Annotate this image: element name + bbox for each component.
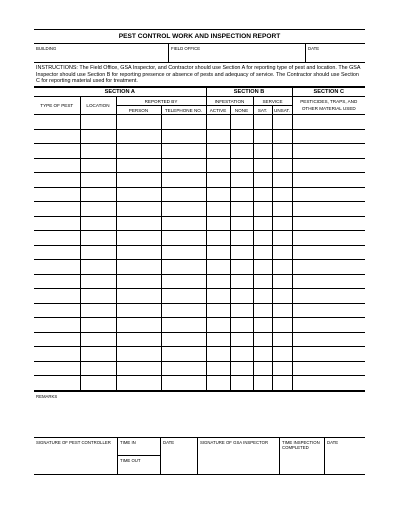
table-cell[interactable] bbox=[80, 303, 116, 318]
table-cell[interactable] bbox=[34, 202, 80, 217]
table-cell[interactable] bbox=[230, 202, 253, 217]
table-cell[interactable] bbox=[230, 303, 253, 318]
table-cell[interactable] bbox=[80, 274, 116, 289]
pest-controller-signature-field[interactable]: SIGNATURE OF PEST CONTROLLER bbox=[34, 438, 118, 474]
table-row bbox=[34, 245, 365, 260]
table-row bbox=[34, 187, 365, 202]
report-table bbox=[34, 87, 365, 391]
table-cell[interactable] bbox=[292, 144, 365, 159]
table-cell[interactable] bbox=[80, 187, 116, 202]
table-cell[interactable] bbox=[292, 361, 365, 376]
table-cell[interactable] bbox=[272, 216, 292, 231]
signature-row bbox=[34, 437, 365, 475]
table-cell[interactable] bbox=[206, 260, 230, 275]
reported-by-header: REPORTED BY bbox=[116, 97, 206, 106]
table-cell[interactable] bbox=[80, 260, 116, 275]
table-cell[interactable] bbox=[34, 129, 80, 144]
table-cell[interactable] bbox=[253, 216, 272, 231]
table-cell[interactable] bbox=[116, 231, 161, 246]
telephone-header: TELEPHONE NO. bbox=[161, 106, 206, 115]
table-cell[interactable] bbox=[161, 245, 206, 260]
table-cell[interactable] bbox=[272, 144, 292, 159]
table-cell[interactable] bbox=[80, 318, 116, 333]
table-row bbox=[34, 303, 365, 318]
table-cell[interactable] bbox=[34, 303, 80, 318]
table-cell[interactable] bbox=[253, 332, 272, 347]
table-cell[interactable] bbox=[206, 303, 230, 318]
table-row bbox=[34, 332, 365, 347]
table-cell[interactable] bbox=[253, 318, 272, 333]
table-cell[interactable] bbox=[80, 216, 116, 231]
table-cell[interactable] bbox=[292, 231, 365, 246]
table-row bbox=[34, 144, 365, 159]
table-cell[interactable] bbox=[206, 231, 230, 246]
table-cell[interactable] bbox=[230, 361, 253, 376]
section-b-header: SECTION B bbox=[206, 88, 292, 97]
table-cell[interactable] bbox=[292, 158, 365, 173]
table-cell[interactable] bbox=[80, 332, 116, 347]
table-cell[interactable] bbox=[292, 129, 365, 144]
table-cell[interactable] bbox=[34, 376, 80, 391]
table-cell[interactable] bbox=[230, 187, 253, 202]
table-cell[interactable] bbox=[80, 202, 116, 217]
table-cell[interactable] bbox=[206, 361, 230, 376]
table-cell[interactable] bbox=[230, 144, 253, 159]
table-cell[interactable] bbox=[116, 144, 161, 159]
section-a-header: SECTION A bbox=[34, 88, 206, 97]
table-cell[interactable] bbox=[272, 202, 292, 217]
person-header: PERSON bbox=[116, 106, 161, 115]
time-out-field[interactable]: TIME OUT bbox=[120, 458, 141, 463]
table-cell[interactable] bbox=[206, 216, 230, 231]
table-cell[interactable] bbox=[34, 115, 80, 130]
none-header: NONE bbox=[230, 106, 253, 115]
gsa-inspector-signature-field[interactable]: SIGNATURE OF GSA INSPECTOR bbox=[198, 438, 280, 474]
table-cell[interactable] bbox=[116, 303, 161, 318]
table-cell[interactable] bbox=[116, 260, 161, 275]
table-cell[interactable] bbox=[230, 332, 253, 347]
table-cell[interactable] bbox=[161, 361, 206, 376]
table-cell[interactable] bbox=[34, 347, 80, 362]
table-cell[interactable] bbox=[272, 376, 292, 391]
time-inspection-completed-field[interactable]: TIME INSPECTION COMPLETED bbox=[280, 438, 325, 474]
table-cell[interactable] bbox=[116, 376, 161, 391]
table-row bbox=[34, 158, 365, 173]
table-cell[interactable] bbox=[253, 274, 272, 289]
table-cell[interactable] bbox=[253, 144, 272, 159]
type-of-pest-header: TYPE OF PEST bbox=[34, 97, 80, 115]
date-field[interactable]: DATE bbox=[308, 46, 320, 51]
table-cell[interactable] bbox=[292, 376, 365, 391]
table-row bbox=[34, 376, 365, 391]
table-cell[interactable] bbox=[34, 158, 80, 173]
table-cell[interactable] bbox=[272, 289, 292, 304]
table-cell[interactable] bbox=[161, 289, 206, 304]
table-cell[interactable] bbox=[272, 245, 292, 260]
table-cell[interactable] bbox=[161, 376, 206, 391]
table-cell[interactable] bbox=[206, 289, 230, 304]
table-cell[interactable] bbox=[161, 202, 206, 217]
header-row bbox=[34, 44, 365, 63]
table-cell[interactable] bbox=[230, 231, 253, 246]
location-header: LOCATION bbox=[80, 97, 116, 115]
table-cell[interactable] bbox=[34, 187, 80, 202]
table-row bbox=[34, 318, 365, 333]
table-cell[interactable] bbox=[272, 347, 292, 362]
pesticides-header bbox=[292, 97, 365, 115]
table-cell[interactable] bbox=[206, 129, 230, 144]
table-cell[interactable] bbox=[253, 361, 272, 376]
sat-header: SAT. bbox=[253, 106, 272, 115]
table-cell[interactable] bbox=[253, 173, 272, 188]
table-cell[interactable] bbox=[80, 376, 116, 391]
table-cell[interactable] bbox=[116, 347, 161, 362]
table-cell[interactable] bbox=[272, 115, 292, 130]
table-cell[interactable] bbox=[272, 158, 292, 173]
table-cell[interactable] bbox=[116, 173, 161, 188]
table-row bbox=[34, 347, 365, 362]
table-cell[interactable] bbox=[206, 376, 230, 391]
table-cell[interactable] bbox=[80, 361, 116, 376]
table-cell[interactable] bbox=[230, 318, 253, 333]
table-cell[interactable] bbox=[116, 187, 161, 202]
table-cell[interactable] bbox=[34, 144, 80, 159]
table-cell[interactable] bbox=[116, 332, 161, 347]
table-cell[interactable] bbox=[253, 376, 272, 391]
table-cell[interactable] bbox=[116, 216, 161, 231]
table-cell[interactable] bbox=[292, 173, 365, 188]
table-cell[interactable] bbox=[230, 216, 253, 231]
table-cell[interactable] bbox=[253, 303, 272, 318]
table-cell[interactable] bbox=[80, 245, 116, 260]
table-cell[interactable] bbox=[272, 260, 292, 275]
table-cell[interactable] bbox=[161, 144, 206, 159]
table-cell[interactable] bbox=[253, 347, 272, 362]
table-cell[interactable] bbox=[34, 318, 80, 333]
table-cell[interactable] bbox=[272, 303, 292, 318]
table-cell[interactable] bbox=[292, 187, 365, 202]
table-cell[interactable] bbox=[80, 231, 116, 246]
table-cell[interactable] bbox=[292, 260, 365, 275]
table-cell[interactable] bbox=[161, 115, 206, 130]
table-cell[interactable] bbox=[292, 318, 365, 333]
table-row bbox=[34, 173, 365, 188]
section-c-header: SECTION C bbox=[292, 88, 365, 97]
table-cell[interactable] bbox=[292, 289, 365, 304]
table-cell[interactable] bbox=[253, 158, 272, 173]
table-cell[interactable] bbox=[230, 115, 253, 130]
table-cell[interactable] bbox=[161, 318, 206, 333]
table-cell[interactable] bbox=[292, 274, 365, 289]
table-cell[interactable] bbox=[161, 332, 206, 347]
table-cell[interactable] bbox=[34, 173, 80, 188]
table-cell[interactable] bbox=[206, 115, 230, 130]
table-cell[interactable] bbox=[292, 216, 365, 231]
table-cell[interactable] bbox=[292, 245, 365, 260]
table-cell[interactable] bbox=[292, 115, 365, 130]
table-cell[interactable] bbox=[80, 158, 116, 173]
table-cell[interactable] bbox=[230, 274, 253, 289]
table-cell[interactable] bbox=[34, 216, 80, 231]
table-cell[interactable] bbox=[292, 332, 365, 347]
table-cell[interactable] bbox=[206, 274, 230, 289]
table-cell[interactable] bbox=[161, 260, 206, 275]
service-header: SERVICE bbox=[253, 97, 292, 106]
table-cell[interactable] bbox=[292, 303, 365, 318]
table-row bbox=[34, 260, 365, 275]
table-row bbox=[34, 274, 365, 289]
infestation-header: INFESTATION bbox=[206, 97, 253, 106]
table-cell[interactable] bbox=[34, 332, 80, 347]
table-cell[interactable] bbox=[206, 187, 230, 202]
table-cell[interactable] bbox=[161, 347, 206, 362]
table-cell[interactable] bbox=[253, 245, 272, 260]
table-row bbox=[34, 129, 365, 144]
table-cell[interactable] bbox=[272, 318, 292, 333]
table-cell[interactable] bbox=[116, 274, 161, 289]
building-field[interactable]: BUILDING bbox=[34, 44, 169, 62]
pesticides-header-line2: OTHER MATERIAL USED bbox=[301, 105, 356, 111]
table-cell[interactable] bbox=[161, 173, 206, 188]
table-cell[interactable] bbox=[116, 158, 161, 173]
pest-control-report-form bbox=[34, 29, 365, 475]
table-cell[interactable] bbox=[161, 158, 206, 173]
table-cell[interactable] bbox=[116, 115, 161, 130]
table-cell[interactable] bbox=[272, 231, 292, 246]
table-cell[interactable] bbox=[116, 318, 161, 333]
table-cell[interactable] bbox=[206, 158, 230, 173]
table-cell[interactable] bbox=[116, 129, 161, 144]
table-cell[interactable] bbox=[116, 289, 161, 304]
field-office-field[interactable]: FIELD OFFICE bbox=[169, 44, 306, 62]
table-cell[interactable] bbox=[272, 332, 292, 347]
table-row bbox=[34, 361, 365, 376]
pesticides-header-line1: PESTICIDES, TRAPS, AND bbox=[300, 99, 358, 104]
table-cell[interactable] bbox=[230, 129, 253, 144]
active-header: ACTIVE bbox=[206, 106, 230, 115]
table-cell[interactable] bbox=[253, 129, 272, 144]
table-row bbox=[34, 216, 365, 231]
table-cell[interactable] bbox=[253, 187, 272, 202]
time-in-out-group bbox=[118, 438, 161, 474]
table-cell[interactable] bbox=[206, 173, 230, 188]
table-cell[interactable] bbox=[116, 361, 161, 376]
table-row bbox=[34, 231, 365, 246]
table-cell[interactable] bbox=[206, 245, 230, 260]
table-cell[interactable] bbox=[230, 347, 253, 362]
form-title: PEST CONTROL WORK AND INSPECTION REPORT bbox=[34, 29, 365, 44]
table-cell[interactable] bbox=[230, 289, 253, 304]
table-cell[interactable] bbox=[230, 376, 253, 391]
table-cell[interactable] bbox=[292, 347, 365, 362]
table-cell[interactable] bbox=[161, 129, 206, 144]
table-row bbox=[34, 202, 365, 217]
table-cell[interactable] bbox=[253, 115, 272, 130]
table-cell[interactable] bbox=[230, 173, 253, 188]
table-cell[interactable] bbox=[161, 187, 206, 202]
table-cell[interactable] bbox=[272, 129, 292, 144]
table-cell[interactable] bbox=[206, 332, 230, 347]
table-cell[interactable] bbox=[161, 216, 206, 231]
table-cell[interactable] bbox=[272, 173, 292, 188]
instructions-text: INSTRUCTIONS: The Field Office, GSA Inspector, and Contractor should use Section A for reporting type of pest and location. The GSA Inspector should use Section B for reporting presence or absence of pests and adequacy of service. The Contractor should use Section C for reporting material used for treatment. bbox=[34, 63, 365, 87]
table-cell[interactable] bbox=[253, 289, 272, 304]
table-cell[interactable] bbox=[80, 129, 116, 144]
table-cell[interactable] bbox=[80, 289, 116, 304]
date-field-1[interactable]: DATE bbox=[161, 438, 198, 474]
table-cell[interactable] bbox=[34, 361, 80, 376]
data-rows bbox=[34, 115, 365, 391]
remarks-field[interactable]: REMARKS bbox=[34, 391, 365, 437]
table-cell[interactable] bbox=[272, 361, 292, 376]
time-in-field[interactable]: TIME IN bbox=[118, 438, 160, 457]
unsat-header: UNSAT. bbox=[272, 106, 292, 115]
table-cell[interactable] bbox=[272, 187, 292, 202]
table-cell[interactable] bbox=[161, 303, 206, 318]
table-cell[interactable] bbox=[34, 289, 80, 304]
table-cell[interactable] bbox=[230, 260, 253, 275]
table-cell[interactable] bbox=[161, 274, 206, 289]
table-cell[interactable] bbox=[206, 347, 230, 362]
table-cell[interactable] bbox=[80, 144, 116, 159]
table-cell[interactable] bbox=[272, 274, 292, 289]
table-cell[interactable] bbox=[206, 144, 230, 159]
table-cell[interactable] bbox=[230, 158, 253, 173]
table-row bbox=[34, 115, 365, 130]
table-cell[interactable] bbox=[230, 245, 253, 260]
table-cell[interactable] bbox=[292, 202, 365, 217]
table-cell[interactable] bbox=[34, 260, 80, 275]
table-cell[interactable] bbox=[34, 231, 80, 246]
table-cell[interactable] bbox=[253, 260, 272, 275]
table-cell[interactable] bbox=[80, 347, 116, 362]
table-cell[interactable] bbox=[206, 202, 230, 217]
table-cell[interactable] bbox=[34, 245, 80, 260]
table-cell[interactable] bbox=[34, 274, 80, 289]
table-cell[interactable] bbox=[80, 115, 116, 130]
date-field-2[interactable]: DATE bbox=[327, 439, 339, 445]
table-cell[interactable] bbox=[80, 173, 116, 188]
table-row bbox=[34, 289, 365, 304]
table-cell[interactable] bbox=[253, 202, 272, 217]
table-cell[interactable] bbox=[116, 202, 161, 217]
table-cell[interactable] bbox=[253, 231, 272, 246]
table-cell[interactable] bbox=[116, 245, 161, 260]
table-cell[interactable] bbox=[161, 231, 206, 246]
table-cell[interactable] bbox=[206, 318, 230, 333]
